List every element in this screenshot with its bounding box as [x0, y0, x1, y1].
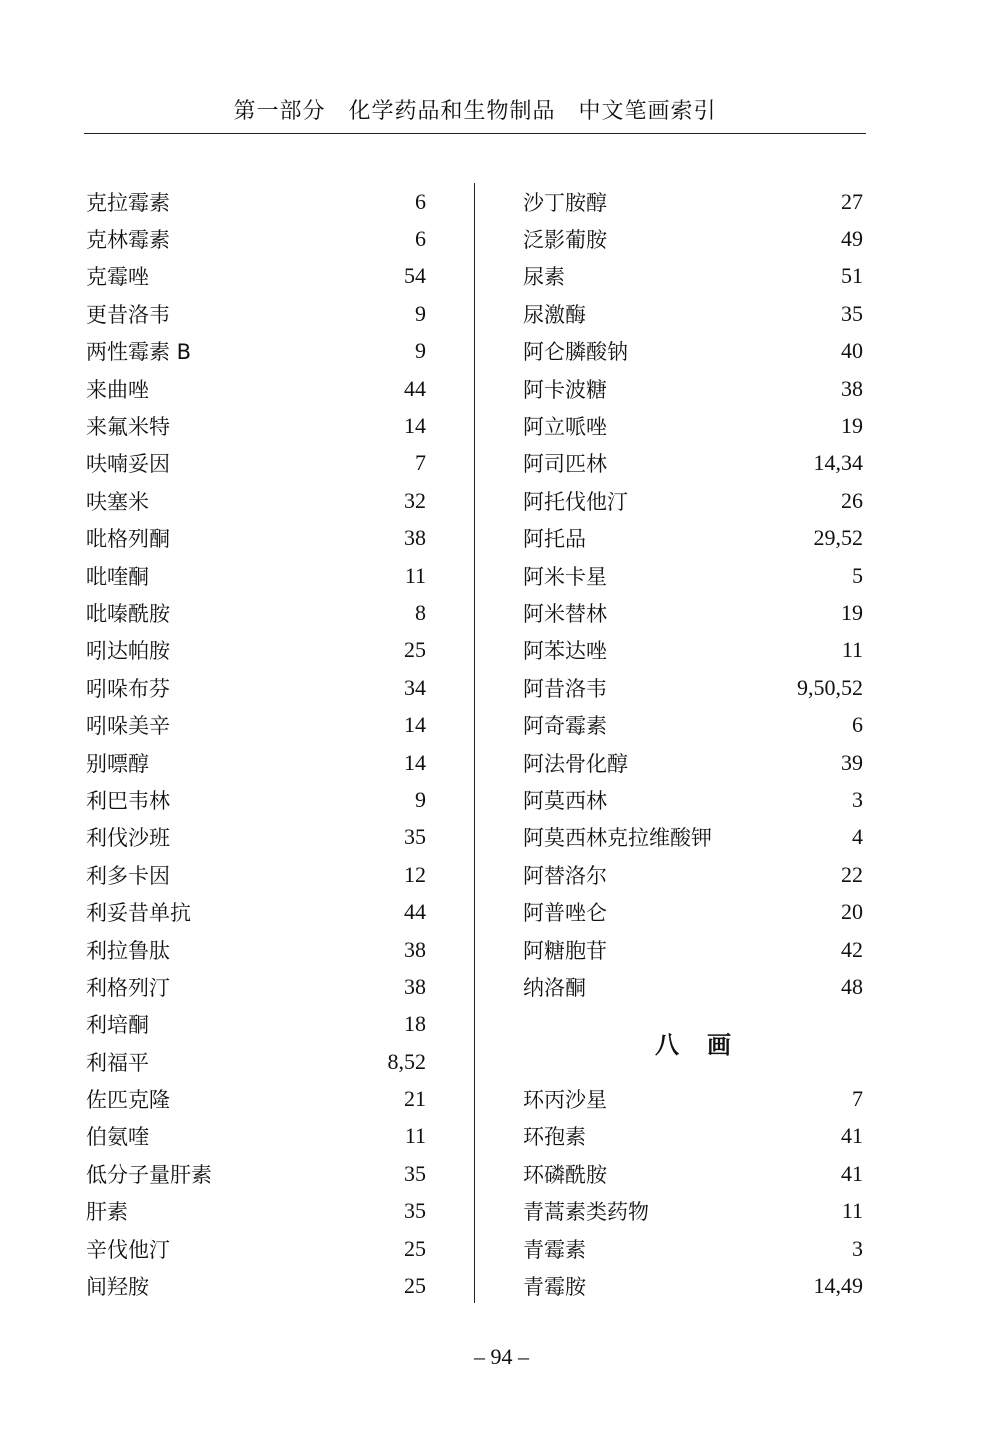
- entry-page-number: 38: [404, 525, 426, 551]
- index-entry: [86, 482, 426, 519]
- entry-page-number: 35: [841, 300, 863, 326]
- entry-page-number: 44: [404, 375, 426, 401]
- index-entry: [523, 1193, 863, 1230]
- entry-page-number: 25: [404, 1235, 426, 1261]
- index-entry: [523, 258, 863, 295]
- entry-page-number: 40: [841, 338, 863, 364]
- entry-drug-name: 利格列汀: [86, 975, 170, 1000]
- entry-page-number: 7: [852, 1086, 863, 1112]
- index-entry: [86, 1230, 426, 1267]
- entry-drug-name: 利巴韦林: [86, 788, 170, 813]
- index-entry: [523, 819, 863, 856]
- entry-drug-name: 尿素: [523, 265, 565, 290]
- index-entry: [86, 183, 426, 220]
- entry-page-number: 14,34: [813, 450, 863, 476]
- entry-page-number: 44: [404, 899, 426, 925]
- entry-page-number: 39: [841, 749, 863, 775]
- entry-drug-name: 阿糖胞苷: [523, 938, 607, 963]
- index-entry: [86, 1155, 426, 1192]
- index-entry: [523, 482, 863, 519]
- index-entry: [86, 1267, 426, 1304]
- entry-page-number: 11: [404, 562, 426, 588]
- entry-drug-name: 沙丁胺醇: [523, 190, 607, 215]
- page-header-title: 第一部分 化学药品和生物制品 中文笔画索引: [233, 99, 717, 124]
- entry-page-number: 11: [841, 1198, 863, 1224]
- entry-page-number: 48: [841, 973, 863, 999]
- entry-page-number: 41: [841, 1160, 863, 1186]
- entry-drug-name: 阿卡波糖: [523, 377, 607, 402]
- entry-drug-name: 环丙沙星: [523, 1088, 607, 1113]
- index-entry: [523, 594, 863, 631]
- index-entry: [86, 706, 426, 743]
- index-entry: [523, 445, 863, 482]
- entry-drug-name: 阿司匹林: [523, 452, 607, 477]
- index-entry: [523, 931, 863, 968]
- entry-drug-name: 环孢素: [523, 1125, 586, 1150]
- entry-page-number: 32: [404, 487, 426, 513]
- index-entry: [86, 370, 426, 407]
- entry-drug-name: 阿奇霉素: [523, 714, 607, 739]
- index-entry: [86, 407, 426, 444]
- index-entry: [523, 968, 863, 1005]
- entry-drug-name: 阿仑膦酸钠: [523, 340, 628, 365]
- index-entry: [86, 295, 426, 332]
- entry-page-number: 54: [404, 263, 426, 289]
- entry-page-number: 14: [404, 712, 426, 738]
- entry-page-number: 11: [841, 637, 863, 663]
- entry-page-number: 51: [841, 263, 863, 289]
- entry-drug-name: 别嘌醇: [86, 751, 149, 776]
- index-entry: [523, 706, 863, 743]
- index-entry: [86, 1118, 426, 1155]
- entry-drug-name: 阿米替林: [523, 601, 607, 626]
- section-heading-eight-strokes: 八画: [655, 1031, 759, 1060]
- index-entry: [86, 594, 426, 631]
- index-entry: [86, 557, 426, 594]
- index-entry: [86, 856, 426, 893]
- entry-drug-name: 阿托伐他汀: [523, 489, 628, 514]
- entry-drug-name: 阿普唑仑: [523, 901, 607, 926]
- entry-drug-name: 青霉素: [523, 1237, 586, 1262]
- index-entry: [86, 744, 426, 781]
- index-entry: [523, 781, 863, 818]
- entry-page-number: 14: [404, 749, 426, 775]
- entry-drug-name: 尿激酶: [523, 302, 586, 327]
- entry-drug-name: 来氟米特: [86, 415, 170, 440]
- entry-page-number: 27: [841, 188, 863, 214]
- entry-drug-name: 利福平: [86, 1050, 149, 1075]
- entry-page-number: 9: [415, 786, 426, 812]
- entry-page-number: 20: [841, 899, 863, 925]
- entry-drug-name: 阿替洛尔: [523, 863, 607, 888]
- right-entries-after: [523, 1080, 863, 1304]
- entry-page-number: 19: [841, 599, 863, 625]
- entry-drug-name: 青霉胺: [523, 1275, 586, 1300]
- entry-drug-name: 泛影葡胺: [523, 228, 607, 253]
- index-entry: [523, 295, 863, 332]
- index-entry: [523, 370, 863, 407]
- entry-page-number: 18: [404, 1011, 426, 1037]
- index-entry: [523, 183, 863, 220]
- entry-drug-name: 阿昔洛韦: [523, 676, 607, 701]
- entry-page-number: 8: [415, 599, 426, 625]
- entry-page-number: 22: [841, 861, 863, 887]
- entry-page-number: 38: [404, 936, 426, 962]
- page-number: – 94 –: [474, 1344, 529, 1369]
- entry-drug-name: 低分子量肝素: [86, 1162, 212, 1187]
- entry-page-number: 9: [415, 338, 426, 364]
- entry-drug-name: 纳洛酮: [523, 975, 586, 1000]
- entry-drug-name: 克霉唑: [86, 265, 149, 290]
- entry-page-number: 38: [404, 973, 426, 999]
- index-entry: [86, 333, 426, 370]
- entry-drug-name: 阿法骨化醇: [523, 751, 628, 776]
- header-rule: [84, 133, 866, 134]
- index-entry: [86, 819, 426, 856]
- entry-page-number: 6: [415, 188, 426, 214]
- index-entry: [86, 1193, 426, 1230]
- entry-page-number: 19: [841, 413, 863, 439]
- entry-drug-name: 利妥昔单抗: [86, 901, 191, 926]
- entry-page-number: 6: [415, 226, 426, 252]
- index-entry: [86, 669, 426, 706]
- index-entry: [523, 744, 863, 781]
- entry-page-number: 34: [404, 674, 426, 700]
- entry-drug-name: 肝素: [86, 1200, 128, 1225]
- entry-drug-name: 青蒿素类药物: [523, 1200, 649, 1225]
- entry-page-number: 9,50,52: [797, 674, 863, 700]
- entry-drug-name: 利拉鲁肽: [86, 938, 170, 963]
- index-entry: [523, 1080, 863, 1117]
- entry-drug-name: 环磷酰胺: [523, 1162, 607, 1187]
- entry-drug-name: 伯氨喹: [86, 1125, 149, 1150]
- entry-drug-name: 吲哚美辛: [86, 714, 170, 739]
- index-entry: [523, 1155, 863, 1192]
- entry-page-number: 49: [841, 226, 863, 252]
- entry-drug-name: 吡嗪酰胺: [86, 601, 170, 626]
- index-entry: [86, 445, 426, 482]
- entry-drug-name: 吡格列酮: [86, 527, 170, 552]
- index-entry: [523, 669, 863, 706]
- entry-page-number: 7: [415, 450, 426, 476]
- entry-page-number: 25: [404, 1273, 426, 1299]
- index-entry: [86, 1080, 426, 1117]
- index-entry: [523, 1118, 863, 1155]
- entry-drug-name: 克拉霉素: [86, 190, 170, 215]
- entry-drug-name: 呋喃妥因: [86, 452, 170, 477]
- index-entry: [523, 557, 863, 594]
- entry-page-number: 3: [852, 786, 863, 812]
- entry-drug-name: 辛伐他汀: [86, 1237, 170, 1262]
- index-entry: [86, 258, 426, 295]
- entry-page-number: 8,52: [387, 1048, 426, 1074]
- index-entry: [86, 520, 426, 557]
- entry-page-number: 3: [852, 1235, 863, 1261]
- index-entry: [86, 968, 426, 1005]
- index-entry: [86, 632, 426, 669]
- entry-drug-name: 阿莫西林: [523, 788, 607, 813]
- index-entry: [523, 1230, 863, 1267]
- entry-page-number: 35: [404, 824, 426, 850]
- index-entry: [523, 632, 863, 669]
- index-entry: [523, 220, 863, 257]
- entry-drug-name: 阿米卡星: [523, 564, 607, 589]
- entry-drug-name: 来曲唑: [86, 377, 149, 402]
- entry-page-number: 14: [404, 413, 426, 439]
- index-entry: [523, 1267, 863, 1304]
- entry-page-number: 14,49: [813, 1273, 863, 1299]
- entry-drug-name: 利伐沙班: [86, 826, 170, 851]
- entry-page-number: 5: [852, 562, 863, 588]
- entry-drug-name: 呋塞米: [86, 489, 149, 514]
- index-entry: [523, 333, 863, 370]
- entry-page-number: 12: [404, 861, 426, 887]
- entry-page-number: 21: [404, 1086, 426, 1112]
- entry-drug-name: 利多卡因: [86, 863, 170, 888]
- left-index-column: [86, 183, 426, 1305]
- entry-drug-name: 更昔洛韦: [86, 302, 170, 327]
- entry-page-number: 26: [841, 487, 863, 513]
- entry-drug-name: 阿立哌唑: [523, 415, 607, 440]
- index-entry: [86, 931, 426, 968]
- entry-page-number: 29,52: [813, 525, 863, 551]
- entry-page-number: 4: [852, 824, 863, 850]
- entry-drug-name: 间羟胺: [86, 1275, 149, 1300]
- entry-drug-name: 吲达帕胺: [86, 639, 170, 664]
- entry-drug-name: 吲哚布芬: [86, 676, 170, 701]
- entry-drug-name: 两性霉素 B: [86, 340, 192, 365]
- entry-page-number: 35: [404, 1160, 426, 1186]
- index-entry: [523, 520, 863, 557]
- index-entry: [86, 893, 426, 930]
- entry-page-number: 9: [415, 300, 426, 326]
- entry-drug-name: 阿苯达唑: [523, 639, 607, 664]
- entry-page-number: 11: [404, 1123, 426, 1149]
- column-divider: [474, 183, 475, 1303]
- index-entry: [523, 407, 863, 444]
- entry-page-number: 41: [841, 1123, 863, 1149]
- entry-drug-name: 利培酮: [86, 1013, 149, 1038]
- entry-page-number: 42: [841, 936, 863, 962]
- entry-drug-name: 佐匹克隆: [86, 1088, 170, 1113]
- entry-drug-name: 阿莫西林克拉维酸钾: [523, 826, 712, 851]
- right-index-column: [523, 183, 863, 1305]
- right-entries-before: [523, 183, 863, 1006]
- index-entry: [86, 220, 426, 257]
- index-entry: [523, 893, 863, 930]
- entry-page-number: 35: [404, 1198, 426, 1224]
- entry-drug-name: 克林霉素: [86, 228, 170, 253]
- index-entry: [523, 856, 863, 893]
- entry-drug-name: 吡喹酮: [86, 564, 149, 589]
- entry-drug-name: 阿托品: [523, 527, 586, 552]
- entry-page-number: 38: [841, 375, 863, 401]
- entry-page-number: 25: [404, 637, 426, 663]
- index-entry: [86, 781, 426, 818]
- entry-page-number: 6: [852, 712, 863, 738]
- index-entry: [86, 1006, 426, 1043]
- index-entry: [86, 1043, 426, 1080]
